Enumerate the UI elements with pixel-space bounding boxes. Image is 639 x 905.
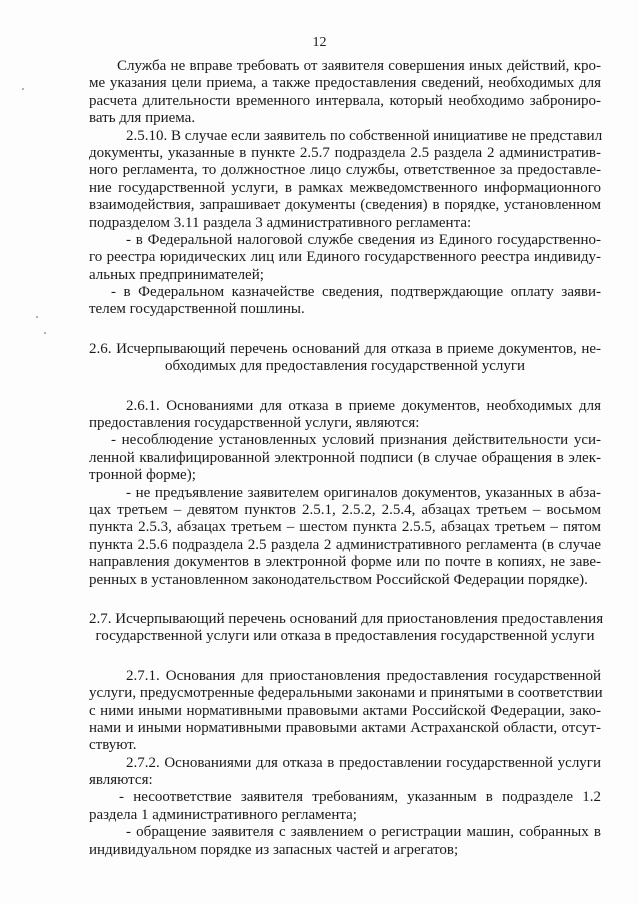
paragraph-line: ного регламента, то должностное лицо службы, ответственное за предоставле-: [89, 162, 601, 179]
scan-speck: [36, 316, 38, 318]
page-number: 12: [312, 35, 327, 50]
paragraph-line: пункта 2.5.3, абзацах третьем – шестом пункта 2.5.5, абзацах третьем – пятом: [89, 519, 601, 536]
paragraph-line: ме указания цели приема, а также предоставления сведений, необходимых для: [89, 75, 601, 92]
document-body: [89, 58, 604, 859]
paragraph-line: ренных в установленном законодательством Российской Федерации порядке).: [89, 571, 588, 588]
paragraph-line: - несоответствие заявителя требованиям, указанным в подразделе 1.2: [119, 789, 601, 806]
paragraph-line: - в Федеральной налоговой службе сведения из Единого государственно-: [126, 231, 601, 248]
paragraph-line: - в Федеральном казначействе сведения, подтверждающие оплату заяви-: [111, 284, 601, 301]
paragraph-line: - обращение заявителя с заявлением о регистрации машин, собранных в: [126, 824, 601, 841]
section-heading: обходимых для предоставления государственной услуги: [164, 358, 526, 375]
paragraph-line: 2.7.1. Основания для приостановления предоставления государственной: [126, 667, 601, 684]
section-heading: государственной услуги или отказа в предоставления государственной услуги: [95, 628, 595, 645]
paragraph-line: нами и иными нормативными правовыми актами Астраханской области, отсут-: [89, 719, 601, 736]
paragraph-line: пункта 2.5.6 подраздела 2.5 раздела 2 административного регламента (в случае: [89, 536, 601, 553]
paragraph-line: 2.7.2. Основаниями для отказа в предоставлении государственной услуги: [126, 754, 601, 771]
paragraph-line: Служба не вправе требовать от заявителя совершения иных действий, кро-: [117, 58, 601, 74]
paragraph-line: ние государственной услуги, в рамках межведомственного информационного: [89, 179, 601, 196]
section-heading: 2.6. Исчерпывающий перечень оснований для отказа в приеме документов, не-: [89, 340, 601, 357]
paragraph-line: - не предъявление заявителем оригиналов документов, указанных в абза-: [126, 484, 601, 501]
paragraph-line: тронной форме);: [89, 467, 196, 484]
paragraph-line: 2.6.1. Основаниями для отказа в приеме документов, необходимых для: [126, 397, 601, 414]
paragraph-line: индивидуальном порядке из запасных частей и агрегатов;: [89, 841, 459, 858]
paragraph-line: ленной квалифицированной электронной подписи (в случае обращения в элек-: [89, 449, 601, 466]
paragraph-line: предоставления государственной услуги, являются:: [89, 415, 420, 432]
paragraph-line: с ними иными нормативными правовыми актами Российской Федерации, зако-: [89, 702, 601, 719]
paragraph-line: подразделом 3.11 раздела 3 административного регламента:: [89, 214, 472, 231]
section-heading: 2.7. Исчерпывающий перечень оснований для приостановления предоставления: [89, 610, 604, 627]
paragraph-line: услуги, предусмотренные федеральными законами и принятыми в соответствии: [89, 685, 603, 702]
paragraph-line: альных предпринимателей;: [89, 266, 264, 283]
paragraph-line: цах третьем – девятом пунктов 2.5.1, 2.5.2, 2.5.4, абзацах третьем – восьмом: [89, 501, 601, 518]
paragraph-line: 2.5.10. В случае если заявитель по собственной инициативе не представил: [126, 127, 603, 144]
paragraph-line: го реестра юридических лиц или Единого государственного реестра индивиду-: [89, 249, 601, 266]
paragraph-line: вать для приема.: [89, 110, 196, 127]
scan-speck: [44, 332, 46, 334]
paragraph-line: раздела 1 административного регламента;: [89, 806, 357, 823]
scan-speck: [22, 88, 24, 90]
paragraph-line: - несоблюдение установленных условий признания действительности уси-: [111, 432, 601, 449]
paragraph-line: телем государственной пошлины.: [89, 301, 305, 318]
paragraph-line: взаимодействия, запрашивает документы (сведения) в порядке, установленном: [89, 197, 601, 214]
paragraph-line: направления документов в электронной форме или по почте в копиях, не заве-: [89, 554, 601, 571]
paragraph-line: являются:: [89, 772, 153, 789]
paragraph-line: расчета длительности временного интервала, который необходимо заброниро-: [89, 92, 601, 109]
paragraph-line: документы, указанные в пункте 2.5.7 подраздела 2.5 раздела 2 административ-: [89, 144, 601, 161]
paragraph-line: ствуют.: [89, 737, 137, 754]
